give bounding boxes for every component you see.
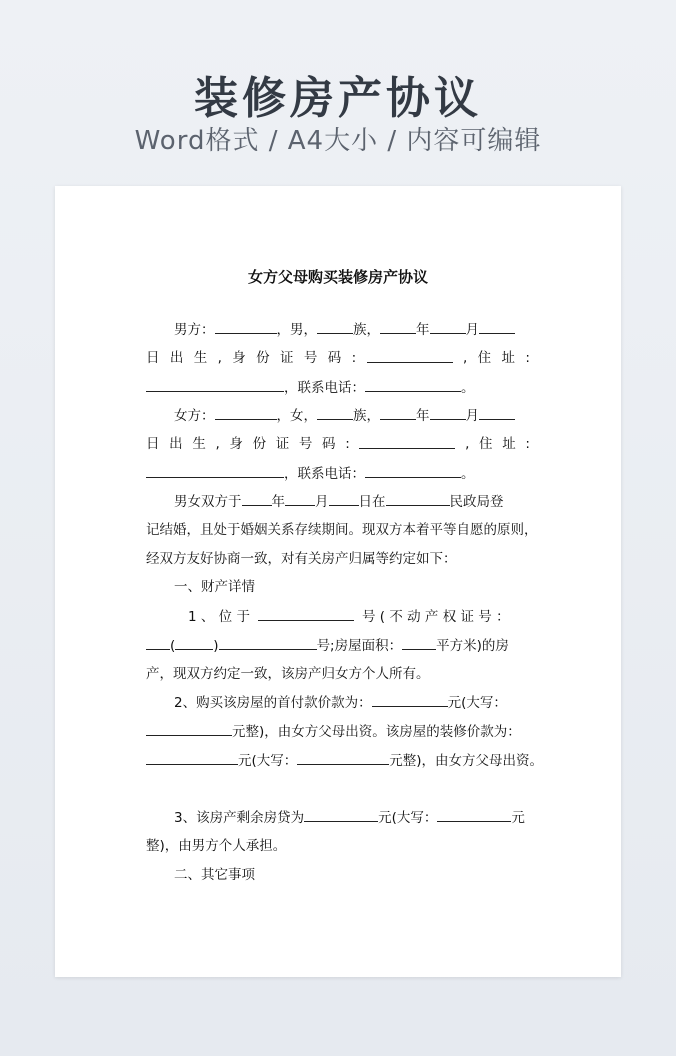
item1-line-1 xyxy=(146,606,530,626)
section-heading-2 xyxy=(146,865,530,885)
marriage-line-1 xyxy=(146,491,530,511)
man-text: : xyxy=(351,350,357,366)
blank-field[interactable] xyxy=(402,635,436,650)
woman-text: 住 xyxy=(479,436,493,452)
woman-text: : xyxy=(345,436,350,452)
man-line-1 xyxy=(146,319,530,339)
man-text: 号 xyxy=(303,350,318,366)
blank-field[interactable] xyxy=(146,377,284,392)
woman-end: 。 xyxy=(461,466,475,482)
banner-subtitle: Word格式 / A4大小 / 内容可编辑 xyxy=(134,126,542,156)
woman-line-3 xyxy=(146,463,530,483)
item2-text: 元整)，由女方父母出资。 xyxy=(389,753,544,769)
man-text: 生 xyxy=(193,350,208,366)
section-heading-1 xyxy=(146,577,530,597)
blank-field[interactable] xyxy=(219,635,317,650)
blank-field[interactable] xyxy=(437,807,511,822)
blank-field[interactable] xyxy=(215,319,277,334)
item3-text: 3、该房产剩余房贷为 xyxy=(174,810,305,826)
blank-field[interactable] xyxy=(317,405,353,420)
man-month: 月 xyxy=(465,322,479,338)
item2-text: 元整)，由女方父母出资。该房屋的装修价款为： xyxy=(232,724,521,740)
blank-field[interactable] xyxy=(367,348,453,363)
marriage-line-2: 记结婚，且处于婚姻关系存续期间。现双方本着平等自愿的原则， xyxy=(146,522,538,538)
man-text: 址 xyxy=(501,350,516,366)
item2-text: 元(大写： xyxy=(447,695,507,711)
man-phone-label: ，联系电话： xyxy=(284,380,365,396)
blank-field[interactable] xyxy=(146,750,238,765)
woman-label: 女方： xyxy=(174,408,215,424)
item2-text: 2、购买该房屋的首付款价款为： xyxy=(174,695,372,711)
blank-field[interactable] xyxy=(430,405,466,420)
item2-line-3 xyxy=(146,750,544,770)
banner-title: 装修房产协议 xyxy=(194,73,482,124)
document-page xyxy=(55,186,621,977)
man-text: 证 xyxy=(280,350,294,366)
woman-line-2 xyxy=(146,434,530,454)
blank-field[interactable] xyxy=(317,319,353,334)
marriage-text: 日在 xyxy=(358,494,386,510)
marriage-text: 年 xyxy=(271,494,285,510)
blank-field[interactable] xyxy=(380,405,416,420)
man-text: : xyxy=(525,350,530,366)
blank-field[interactable] xyxy=(479,405,515,420)
man-text: 份 xyxy=(256,350,270,366)
woman-month: 月 xyxy=(465,408,479,424)
man-text: 日 xyxy=(146,350,160,366)
item1-text: 1 、 位 于 xyxy=(188,609,250,625)
marriage-text: 民政局登 xyxy=(449,494,504,510)
woman-ethnic: 族， xyxy=(353,408,380,424)
woman-text: , xyxy=(465,436,470,452)
section-2-text: 二、其它事项 xyxy=(174,867,255,883)
man-text: 码 xyxy=(327,350,342,366)
marriage-text: 月 xyxy=(315,494,329,510)
blank-field[interactable] xyxy=(146,463,284,478)
blank-field[interactable] xyxy=(258,606,354,621)
blank-field[interactable] xyxy=(365,377,461,392)
item3-text: 元(大写： xyxy=(378,810,438,826)
man-ethnic: 族， xyxy=(353,322,380,338)
item1-line-3: 产，现双方约定一致，该房产归女方个人所有。 xyxy=(146,666,430,682)
item1-text: ( xyxy=(170,638,176,654)
blank-field[interactable] xyxy=(304,807,378,822)
item1-text: 号;房屋面积： xyxy=(316,638,403,654)
woman-text: 码 xyxy=(322,436,336,452)
blank-field[interactable] xyxy=(146,635,170,650)
item3-text: 元 xyxy=(511,810,525,826)
woman-text: 证 xyxy=(275,436,290,452)
item1-line-2 xyxy=(146,635,530,655)
woman-text: : xyxy=(525,436,530,452)
woman-line-1 xyxy=(146,405,530,425)
blank-field[interactable] xyxy=(372,692,448,707)
woman-text: 出 xyxy=(169,436,183,452)
item2-line-1 xyxy=(146,692,530,712)
man-line-2 xyxy=(146,348,530,368)
blank-field[interactable] xyxy=(242,491,272,506)
section-1-text: 一、财产详情 xyxy=(174,579,255,595)
blank-field[interactable] xyxy=(297,750,389,765)
blank-field[interactable] xyxy=(365,463,461,478)
man-gender: ，男， xyxy=(276,322,317,338)
woman-text: 生 xyxy=(192,436,206,452)
blank-field[interactable] xyxy=(386,491,450,506)
blank-field[interactable] xyxy=(359,434,455,449)
man-line-3 xyxy=(146,377,530,397)
blank-field[interactable] xyxy=(175,635,213,650)
man-text: 住 xyxy=(477,350,492,366)
woman-phone-label: ，联系电话： xyxy=(284,466,365,482)
man-label: 男方： xyxy=(174,322,215,338)
blank-field[interactable] xyxy=(380,319,416,334)
blank-field[interactable] xyxy=(479,319,515,334)
item1-text: 号 ( 不 动 产 权 证 号 ： xyxy=(361,609,510,625)
man-year: 年 xyxy=(416,322,430,338)
man-end: 。 xyxy=(461,380,475,396)
blank-field[interactable] xyxy=(285,491,315,506)
woman-year: 年 xyxy=(416,408,430,424)
man-text: 出 xyxy=(169,350,184,366)
woman-text: 份 xyxy=(252,436,267,452)
woman-text: 身 xyxy=(229,436,243,452)
marriage-text: 男女双方于 xyxy=(174,494,242,510)
woman-text: 号 xyxy=(298,436,313,452)
item1-text: 平方米)的房 xyxy=(436,638,509,654)
blank-field[interactable] xyxy=(329,491,359,506)
item3-line-1 xyxy=(146,807,530,827)
man-text: , xyxy=(217,350,222,366)
item2-line-2 xyxy=(146,721,530,741)
woman-gender: ，女， xyxy=(276,408,317,424)
item1-text: ) xyxy=(213,638,219,654)
blank-field[interactable] xyxy=(430,319,466,334)
blank-field[interactable] xyxy=(146,721,232,736)
man-text: 身 xyxy=(232,350,246,366)
document-title: 女方父母购买装修房产协议 xyxy=(247,268,428,286)
marriage-line-3: 经双方友好协商一致，对有关房产归属等约定如下： xyxy=(146,551,457,567)
woman-text: , xyxy=(215,436,220,452)
woman-text: 日 xyxy=(146,436,160,452)
item2-text: 元(大写： xyxy=(238,753,298,769)
man-text: , xyxy=(462,350,468,366)
item3-line-2: 整)，由男方个人承担。 xyxy=(146,838,287,854)
blank-field[interactable] xyxy=(215,405,277,420)
woman-text: 址 xyxy=(502,436,516,452)
